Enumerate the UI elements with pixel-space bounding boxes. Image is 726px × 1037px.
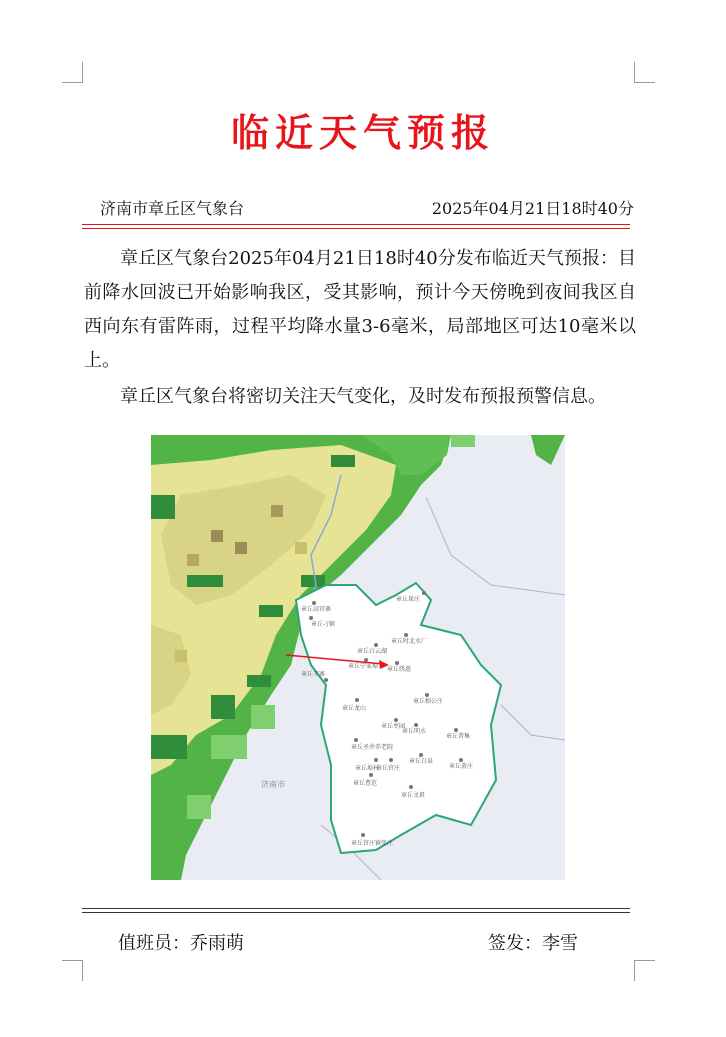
footer-divider xyxy=(82,908,630,913)
document-title: 临近天气预报 xyxy=(230,110,495,155)
svg-text:章丘高官寨: 章丘高官寨 xyxy=(301,606,332,613)
notice-paragraph: 章丘区气象台将密切关注天气变化，及时发布预报预警信息。 xyxy=(120,386,606,407)
svg-text:章丘白云湖: 章丘白云湖 xyxy=(357,648,388,655)
issue-time: 2025年04月21日18时40分 xyxy=(431,199,634,218)
svg-text:章丘白泉: 章丘白泉 xyxy=(409,758,434,765)
svg-text:章丘宁家埠: 章丘宁家埠 xyxy=(348,663,379,670)
radar-map xyxy=(151,435,565,880)
svg-text:章丘时北水厂: 章丘时北水厂 xyxy=(391,638,428,645)
svg-text:章丘埠村: 章丘埠村 xyxy=(355,765,380,772)
svg-text:章丘刁镇: 章丘刁镇 xyxy=(311,621,336,628)
svg-text:章丘曹范: 章丘曹范 xyxy=(353,780,378,787)
header-divider xyxy=(82,224,630,229)
svg-text:章丘垛庄: 章丘垛庄 xyxy=(396,596,421,603)
duty-officer: 值班员：乔雨萌 xyxy=(118,933,244,954)
svg-text:章丘绣惠: 章丘绣惠 xyxy=(387,666,412,673)
svg-text:章丘官庄: 章丘官庄 xyxy=(376,765,401,772)
svg-text:章丘龙山: 章丘龙山 xyxy=(342,705,367,712)
svg-text:章丘相公庄: 章丘相公庄 xyxy=(413,698,444,705)
city-label: 济南市 xyxy=(261,780,285,789)
corner-mark-bottom-right xyxy=(634,960,655,981)
svg-text:章丘文祖: 章丘文祖 xyxy=(401,792,426,799)
svg-text:章丘黄庄: 章丘黄庄 xyxy=(449,763,474,770)
svg-text:章丘辛寨: 章丘辛寨 xyxy=(301,671,326,678)
svg-text:章丘普集: 章丘普集 xyxy=(446,733,471,740)
corner-mark-top-right xyxy=(634,62,655,83)
svg-text:章丘官庄镇张庄: 章丘官庄镇张庄 xyxy=(351,840,394,847)
svg-text:章丘枣园: 章丘枣园 xyxy=(381,723,406,730)
corner-mark-top-left xyxy=(62,62,83,83)
issuer-signature: 签发：李雪 xyxy=(488,933,578,954)
corner-mark-bottom-left xyxy=(62,960,83,981)
forecast-paragraph: 章丘区气象台2025年04月21日18时40分发布临近天气预报：目前降水回波已开始影响我区，受其影响，预计今天傍晚到夜间我区自西向东有雷阵雨，过程平均降水量3-6毫米，局部地区可达10毫米以上。 xyxy=(84,248,636,371)
svg-text:章丘明水: 章丘明水 xyxy=(402,728,427,735)
issuing-organization: 济南市章丘区气象台 xyxy=(100,199,245,218)
svg-text:章丘圣井养老院: 章丘圣井养老院 xyxy=(351,744,394,751)
